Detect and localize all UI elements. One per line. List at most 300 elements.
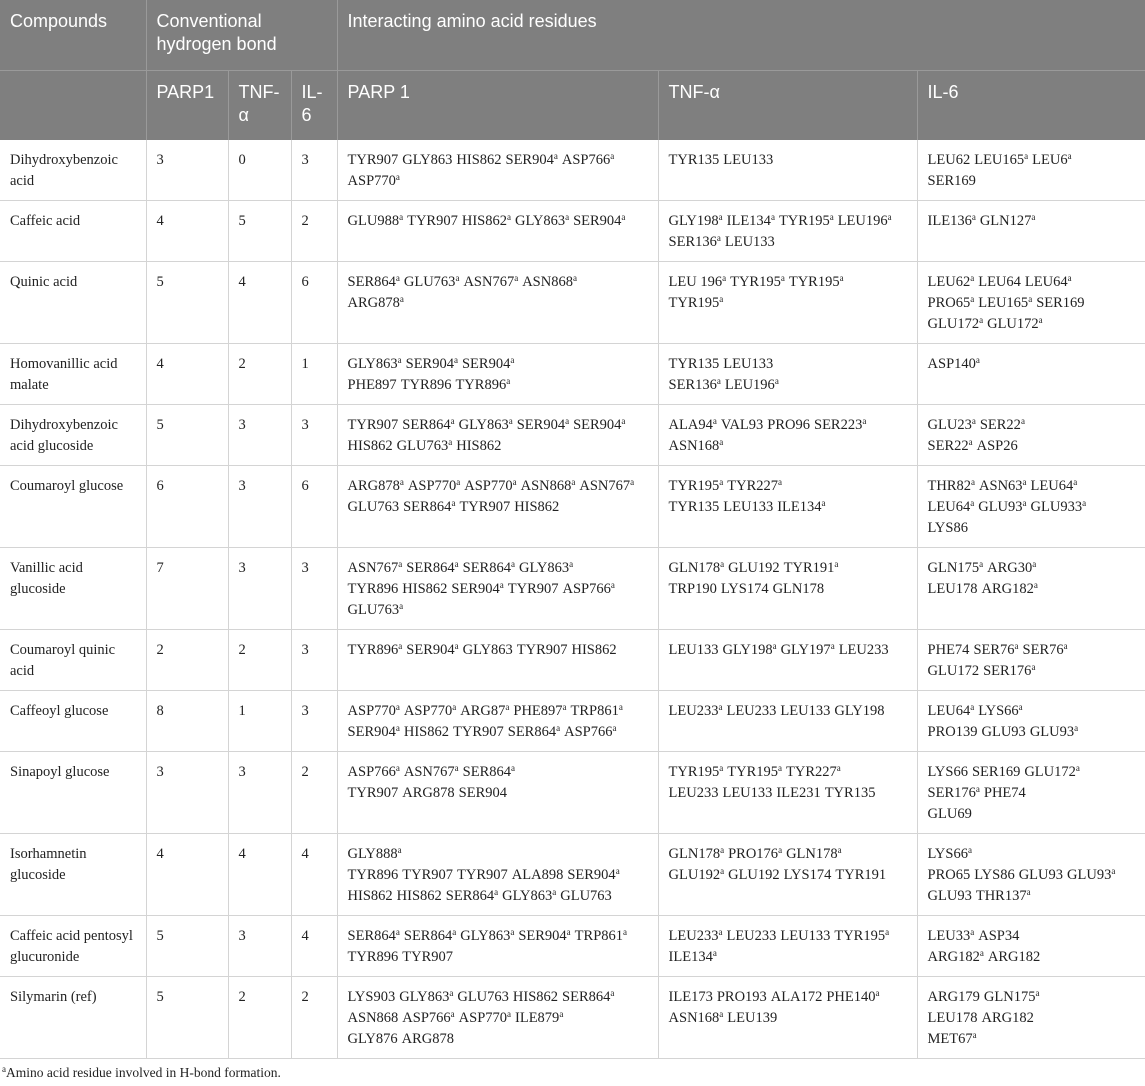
- residue-label: LEU133: [668, 642, 719, 658]
- residue-label: THR137: [975, 888, 1027, 904]
- hbond-mark: a: [618, 702, 623, 712]
- hbond-mark: a: [1031, 212, 1036, 222]
- table-row: [0, 140, 1145, 201]
- residue-label: ASN868: [347, 1010, 399, 1026]
- residue-line: [348, 171, 648, 192]
- residue: [771, 989, 823, 1005]
- residue-label: TYR135: [668, 356, 720, 372]
- hbond-mark: a: [572, 273, 577, 283]
- hbond-mark: a: [778, 845, 783, 855]
- residue-label: GLY863: [402, 152, 453, 168]
- cell-parp1: 4: [146, 834, 228, 916]
- residue: [348, 438, 393, 454]
- residue: [784, 560, 839, 576]
- hbond-mark: a: [449, 988, 454, 998]
- cell-tnf: 4: [228, 834, 291, 916]
- residue-label: LEU178: [927, 581, 978, 597]
- residue-label: LYS66: [927, 764, 968, 780]
- residue-line: [928, 476, 1136, 497]
- hbond-mark: a: [395, 927, 400, 937]
- residue-label: MET67: [927, 1031, 973, 1047]
- residue-label: LEU233: [838, 642, 889, 658]
- residue: [460, 928, 514, 944]
- residue-label: PHE74: [983, 785, 1026, 801]
- hbond-mark: a: [975, 355, 980, 365]
- residue-line: [348, 865, 648, 886]
- residue-line: [348, 476, 648, 497]
- hbond-mark: a: [399, 477, 404, 487]
- cell-parp1: 3: [146, 140, 228, 201]
- hbond-mark: a: [972, 1030, 977, 1040]
- residue-label: GLU763: [457, 989, 509, 1005]
- cell-r-parp1: [337, 201, 658, 262]
- residue-label: SER169: [971, 764, 1021, 780]
- residue: [928, 1010, 978, 1026]
- hbond-mark: a: [397, 845, 402, 855]
- residue: [928, 642, 970, 658]
- hbond-mark: a: [1022, 477, 1027, 487]
- residue-line: [928, 293, 1136, 314]
- cell-name: Isorhamnetin glucoside: [0, 834, 146, 916]
- cell-il6: 6: [291, 262, 337, 344]
- residue-line: [928, 640, 1136, 661]
- residue: [404, 274, 460, 290]
- hbond-mark: a: [719, 294, 724, 304]
- residue-line: [348, 762, 648, 783]
- residue: [669, 703, 723, 719]
- residue: [564, 724, 616, 740]
- cell-r-il6: [917, 140, 1145, 201]
- residue-line: [348, 926, 648, 947]
- residue-label: LEU133: [780, 928, 831, 944]
- residue: [928, 316, 984, 332]
- residue-label: ILE231: [776, 785, 821, 801]
- hbond-mark: a: [456, 477, 461, 487]
- hbond-mark: a: [1032, 559, 1037, 569]
- cell-il6: 4: [291, 916, 337, 977]
- hbond-mark: a: [1067, 151, 1072, 161]
- hbond-mark: a: [718, 927, 723, 937]
- cell-r-parp1: [337, 140, 658, 201]
- residue: [502, 888, 556, 904]
- residue: [777, 499, 825, 515]
- hbond-mark: a: [719, 1009, 724, 1019]
- residue-label: ARG87: [460, 703, 506, 719]
- residue-label: GLU192: [668, 867, 721, 883]
- header-hb-tnf: TNF-α: [228, 71, 291, 141]
- hbond-mark: a: [887, 212, 892, 222]
- hbond-mark: a: [623, 927, 628, 937]
- residue-label: LEU64: [927, 703, 971, 719]
- residue: [459, 417, 513, 433]
- residue-label: GLU763: [347, 602, 400, 618]
- cell-il6: 2: [291, 752, 337, 834]
- residue: [786, 764, 841, 780]
- residue-label: SER864: [507, 724, 557, 740]
- residue-line: [348, 783, 648, 804]
- cell-r-tnf: [658, 405, 917, 466]
- residue-label: LYS174: [783, 867, 832, 883]
- residue-label: SER22: [979, 417, 1021, 433]
- residue-line: [669, 558, 907, 579]
- cell-r-parp1: [337, 752, 658, 834]
- hbond-mark: a: [399, 212, 404, 222]
- hbond-mark: a: [510, 355, 515, 365]
- cell-parp1: 5: [146, 405, 228, 466]
- residue-label: GLU763: [347, 499, 400, 515]
- hbond-mark: a: [720, 559, 725, 569]
- hbond-mark: a: [720, 845, 725, 855]
- residue: [348, 295, 404, 311]
- residue: [928, 417, 976, 433]
- header-compounds: Compounds: [0, 0, 146, 71]
- cell-tnf: 3: [228, 916, 291, 977]
- hbond-mark: a: [514, 273, 519, 283]
- residue-label: GLY863: [518, 560, 570, 576]
- residue: [928, 928, 975, 944]
- residue-label: SER864: [462, 560, 511, 576]
- residue-label: SER223: [814, 417, 863, 433]
- residue: [728, 560, 780, 576]
- residue: [928, 173, 976, 189]
- residue: [404, 724, 449, 740]
- header-res-il6: IL-6: [917, 71, 1145, 141]
- residue-label: GLY863: [458, 417, 509, 433]
- residue: [980, 417, 1025, 433]
- residue-label: PRO65: [927, 867, 971, 883]
- residue: [457, 867, 508, 883]
- table-row: [0, 916, 1145, 977]
- residue-label: ILE134: [777, 499, 822, 515]
- cell-tnf: 3: [228, 548, 291, 630]
- hbond-mark: a: [967, 845, 972, 855]
- hbond-mark: a: [1022, 498, 1027, 508]
- hbond-mark: a: [1028, 294, 1033, 304]
- residue-line: [669, 865, 907, 886]
- residue-label: SER864: [402, 417, 451, 433]
- residue: [517, 417, 569, 433]
- residue: [727, 1010, 777, 1026]
- residue: [1032, 152, 1071, 168]
- residue-label: VAL93: [720, 417, 764, 433]
- cell-tnf: 3: [228, 466, 291, 548]
- residue: [1025, 274, 1072, 290]
- cell-parp1: 8: [146, 691, 228, 752]
- hbond-mark: a: [448, 437, 453, 447]
- hbond-mark: a: [716, 233, 721, 243]
- residue-label: PHE74: [927, 642, 970, 658]
- residue-label: GLY863: [462, 642, 513, 658]
- residue: [1019, 867, 1063, 883]
- residue: [725, 234, 775, 250]
- cell-r-il6: [917, 201, 1145, 262]
- cell-parp1: 2: [146, 630, 228, 691]
- residue-label: GLY198: [834, 703, 885, 719]
- hbond-mark: a: [450, 1009, 455, 1019]
- residue-label: THR82: [927, 478, 972, 494]
- residue: [978, 295, 1032, 311]
- residue: [834, 703, 884, 719]
- residue: [407, 213, 458, 229]
- residue-label: ASN767: [463, 274, 515, 290]
- residue-label: GLY198: [722, 642, 773, 658]
- hbond-mark: a: [452, 927, 457, 937]
- residue-line: [928, 171, 1136, 192]
- hbond-mark: a: [610, 580, 615, 590]
- residue: [838, 213, 892, 229]
- residue-line: [669, 232, 907, 253]
- residue-label: ASP770: [464, 478, 513, 494]
- cell-tnf: 1: [228, 691, 291, 752]
- cell-r-tnf: [658, 466, 917, 548]
- residue: [348, 785, 399, 801]
- residue: [928, 560, 984, 576]
- residue-line: [669, 497, 907, 518]
- residue: [669, 356, 720, 372]
- residue-label: LEU 196: [668, 274, 723, 290]
- residue-label: LYS86: [927, 520, 968, 536]
- residue-label: TYR195: [730, 274, 781, 290]
- hbond-mark: a: [510, 927, 515, 937]
- residue-label: GLU93: [1067, 867, 1112, 883]
- residue: [928, 846, 972, 862]
- hbond-mark: a: [452, 702, 457, 712]
- residue-label: PHE140: [826, 989, 876, 1005]
- residue-label: TYR191: [835, 867, 887, 883]
- residue: [575, 928, 627, 944]
- residue: [928, 724, 978, 740]
- residue-label: LEU233: [668, 785, 719, 801]
- residue-label: TYR135: [824, 785, 876, 801]
- residue: [669, 867, 725, 883]
- residue: [669, 785, 719, 801]
- residue: [669, 377, 721, 393]
- cell-parp1: 7: [146, 548, 228, 630]
- residue-label: HIS862: [456, 152, 502, 168]
- hbond-mark: a: [556, 723, 561, 733]
- hbond-mark: a: [494, 887, 499, 897]
- table-row: [0, 262, 1145, 344]
- residue-label: ASP766: [402, 1010, 451, 1026]
- residue-label: GLN178: [786, 846, 838, 862]
- cell-il6: 2: [291, 977, 337, 1059]
- hbond-mark: a: [1020, 416, 1025, 426]
- residue: [348, 1010, 399, 1026]
- cell-tnf: 0: [228, 140, 291, 201]
- residue: [402, 1031, 454, 1047]
- residue: [456, 438, 501, 454]
- residue-line: [348, 722, 648, 743]
- cell-il6: 3: [291, 140, 337, 201]
- residue: [717, 989, 767, 1005]
- table-row: [0, 201, 1145, 262]
- residue-line: [928, 701, 1136, 722]
- residue-label: TYR896: [347, 867, 399, 883]
- residue-label: SER136: [668, 377, 717, 393]
- residue: [562, 989, 614, 1005]
- residue-label: SER904: [567, 867, 616, 883]
- cell-r-tnf: [658, 977, 917, 1059]
- residue-line: [928, 865, 1136, 886]
- residue-label: TYR135: [668, 152, 720, 168]
- hbond-mark: a: [971, 477, 976, 487]
- residue-line: [348, 415, 648, 436]
- residue-label: SER169: [1036, 295, 1085, 311]
- cell-il6: 1: [291, 344, 337, 405]
- residue: [563, 581, 615, 597]
- hbond-mark: a: [875, 988, 880, 998]
- residue: [928, 520, 968, 536]
- residue: [348, 846, 402, 862]
- residue-line: [348, 886, 648, 907]
- table-row: [0, 752, 1145, 834]
- residue-label: TYR907: [347, 417, 399, 433]
- residue-line: [669, 640, 907, 661]
- residue-label: HIS862: [512, 989, 559, 1005]
- residue-label: GLU763: [403, 274, 456, 290]
- residue-line: [348, 272, 648, 293]
- hbond-mark: a: [1035, 988, 1040, 998]
- residue-label: SER904: [573, 213, 622, 229]
- hbond-mark: a: [505, 702, 510, 712]
- residue-label: GLU172: [927, 663, 980, 679]
- residue: [451, 581, 503, 597]
- cell-r-parp1: [337, 630, 658, 691]
- residue-label: GLN127: [979, 213, 1032, 229]
- hbond-mark: a: [770, 212, 775, 222]
- cell-il6: 2: [291, 201, 337, 262]
- residue-line: [348, 579, 648, 600]
- residue-label: LEU165: [974, 152, 1025, 168]
- hbond-mark: a: [971, 416, 976, 426]
- residue-line: [928, 436, 1136, 457]
- residue: [669, 949, 717, 965]
- residue-line: [348, 701, 648, 722]
- hbond-mark: a: [399, 294, 404, 304]
- residue-line: [928, 762, 1136, 783]
- residue: [722, 785, 772, 801]
- residue: [669, 295, 724, 311]
- residue: [573, 417, 625, 433]
- residue-label: SER904: [405, 356, 454, 372]
- residue-label: ASP770: [347, 173, 396, 189]
- residue-label: TYR227: [786, 764, 837, 780]
- residue-label: GLU172: [927, 316, 980, 332]
- residue: [928, 499, 975, 515]
- hbond-mark: a: [552, 887, 557, 897]
- residue-label: TYR135: [668, 499, 720, 515]
- hbond-mark: a: [829, 212, 834, 222]
- hbond-mark: a: [398, 641, 403, 651]
- residue: [976, 888, 1031, 904]
- residue: [459, 1010, 511, 1026]
- residue: [348, 949, 399, 965]
- residue-label: HIS862: [461, 213, 507, 229]
- residue-label: TYR907: [347, 785, 399, 801]
- residue-label: LEU64: [1030, 478, 1074, 494]
- residue-label: TYR896: [347, 642, 399, 658]
- residue: [460, 703, 509, 719]
- residue-label: ASN767: [403, 764, 455, 780]
- residue-label: ASN868: [522, 274, 573, 290]
- table-row: [0, 691, 1145, 752]
- cell-r-parp1: [337, 834, 658, 916]
- residue: [928, 438, 973, 454]
- residue: [728, 867, 780, 883]
- residue-label: ARG30: [987, 560, 1033, 576]
- residue-line: [669, 375, 907, 396]
- cell-tnf: 4: [228, 262, 291, 344]
- residue-label: LEU196: [837, 213, 888, 229]
- residue-label: ARG878: [402, 785, 455, 801]
- residue: [825, 785, 876, 801]
- residue: [517, 642, 568, 658]
- residue: [928, 356, 980, 372]
- residue-label: GLY863: [347, 356, 398, 372]
- residue: [669, 1010, 724, 1026]
- residue: [978, 928, 1019, 944]
- hbond-mark: a: [510, 559, 515, 569]
- residue-label: SER176: [983, 663, 1032, 679]
- hbond-mark: a: [395, 273, 400, 283]
- hbond-mark: a: [970, 702, 975, 712]
- residue-label: ASP770: [347, 703, 396, 719]
- residue-label: TYR907: [453, 724, 504, 740]
- residue: [981, 581, 1037, 597]
- residue: [348, 560, 403, 576]
- cell-tnf: 2: [228, 977, 291, 1059]
- hbond-mark: a: [565, 416, 570, 426]
- residue: [721, 581, 769, 597]
- hbond-mark: a: [719, 763, 724, 773]
- residue: [506, 152, 558, 168]
- footnote-text: Amino acid residue involved in H-bond formation.: [6, 1065, 281, 1080]
- residue-label: TYR227: [727, 478, 779, 494]
- residue: [727, 478, 782, 494]
- residue-line: [348, 354, 648, 375]
- residue: [979, 478, 1027, 494]
- cell-parp1: 5: [146, 916, 228, 977]
- residue: [1023, 642, 1068, 658]
- hbond-mark: a: [610, 151, 615, 161]
- residue-line: [928, 1008, 1136, 1029]
- residue-label: ALA94: [668, 417, 713, 433]
- residue: [781, 642, 835, 658]
- residue: [776, 785, 820, 801]
- footnote: [0, 1059, 1145, 1081]
- residue-line: [928, 886, 1136, 907]
- cell-r-parp1: [337, 977, 658, 1059]
- residue: [928, 1031, 977, 1047]
- residue-label: GLU933: [1030, 499, 1083, 515]
- residue-label: LEU165: [978, 295, 1029, 311]
- residue: [983, 663, 1035, 679]
- residue-label: LEU64: [1024, 274, 1068, 290]
- residue-label: ASN868: [520, 478, 572, 494]
- residue: [780, 703, 830, 719]
- residue-label: ARG878: [347, 295, 400, 311]
- residue-label: TYR195: [668, 478, 720, 494]
- header-residues: Interacting amino acid residues: [337, 0, 1145, 71]
- residue: [521, 478, 576, 494]
- residue: [399, 989, 453, 1005]
- residue-label: ASN168: [668, 438, 720, 454]
- residue-line: [928, 926, 1136, 947]
- residue-line: [348, 375, 648, 396]
- residue-label: ASP140: [927, 356, 976, 372]
- residue: [348, 152, 399, 168]
- residue: [402, 581, 447, 597]
